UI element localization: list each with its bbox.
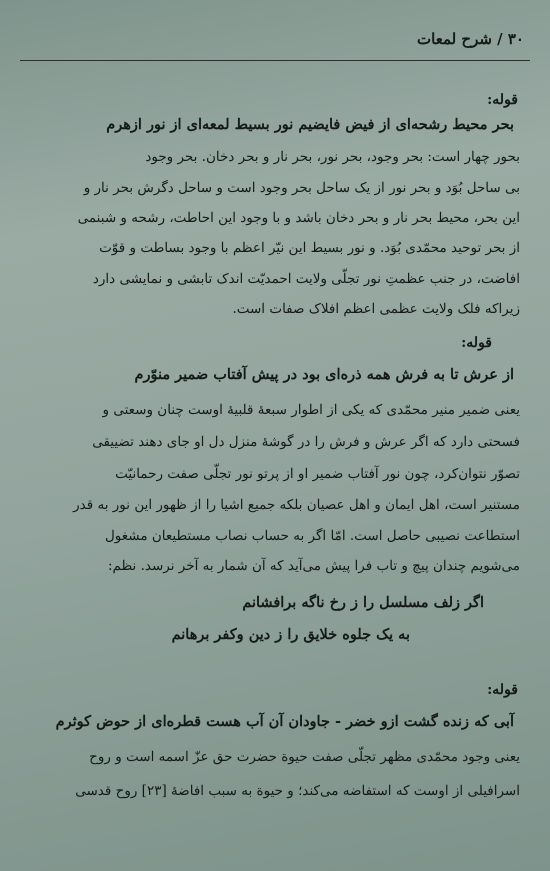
text-line: افاضت، در جنب عظمتِ نور تجلّی ولایت احمدیّت اندک تابشی و نمایشی دارد bbox=[92, 271, 520, 287]
section-label: قوله: bbox=[487, 92, 518, 108]
text-line: تصوّر نتوان‌کرد، چون نور آفتاب ضمیر او از پرتو نور تجلّی صفت رحمانیّت bbox=[115, 466, 520, 482]
section-label: قوله: bbox=[487, 682, 518, 698]
text-line: فسحتی دارد که اگر عرش و فرش را در گوشهٔ منزل دل او جای دهند تضییقی bbox=[92, 434, 520, 450]
text-line: مستنیر است، اهل ایمان و اهل عصیان بلکه جمیع اشیا را از ظهور این نور به قدر bbox=[73, 497, 520, 513]
header-rule bbox=[20, 60, 530, 61]
text-line: می‌شویم چندان پیچ و تاب فرا پیش می‌آید که آن شمار به آخر نرسد. نظم: bbox=[107, 558, 520, 574]
page-header: ۳۰ / شرح لمعات bbox=[417, 30, 524, 48]
text-line: بحور چهار است: بحر وجود، بحر نور، بحر نار و بحر دخان. بحر وجود bbox=[145, 149, 520, 165]
verse-line: بحر محیط رشحه‌ای از فیض فایضیم نور بسیط لمعه‌ای از نور ازهرم bbox=[106, 116, 514, 133]
section-label: قوله: bbox=[461, 335, 492, 351]
text-line: اسرافیلی از اوست که استفاضه می‌کند؛ و حیوة به سبب افاضهٔ [۲۳] روح قدسی bbox=[75, 783, 520, 799]
text-line: یعنی وجود محمّدی مظهر تجلّی صفت حیوة حضرت حق عزّ اسمه است و روح bbox=[89, 749, 520, 765]
verse-line: آبی که زنده گشت ازو خضر - جاودان آن آب هست قطره‌ای از حوض کوثرم bbox=[55, 713, 514, 730]
poem-line: به یک جلوه خلایق را ز دین وکفر برهانم bbox=[171, 626, 410, 643]
verse-line: از عرش تا به فرش همه ذره‌ای بود در پیش آفتاب ضمیر منوّرم bbox=[134, 366, 514, 383]
text-line: یعنی ضمیر منیر محمّدی که یکی از اطوار سبعهٔ قلبیهٔ اوست چنان وسعتی و bbox=[102, 402, 520, 418]
text-line: استطاعت نصیبی حاصل است. امّا اگر به حساب نصاب مستطیعان مشغول bbox=[105, 528, 520, 544]
poem-line: اگر زلف مسلسل را ز رخ ناگه برافشانم bbox=[242, 594, 484, 611]
text-line: از بحر توحید محمّدی بُوَد. و نور بسیط این نیّر اعظم با وجود بساطت و قوّت bbox=[99, 240, 520, 256]
text-line: بی ساحل بُوَد و بحر نور از یک ساحل بحر وجود است و ساحل دگرش بحر نار و bbox=[83, 180, 520, 196]
text-line: این بحر، محیط بحر نار و بحر دخان باشد و با وجود این احاطت، رشحه و شبنمی bbox=[77, 210, 520, 226]
text-line: زیراکه فلک ولایت عظمی اعظم افلاک صفات است. bbox=[232, 301, 520, 317]
